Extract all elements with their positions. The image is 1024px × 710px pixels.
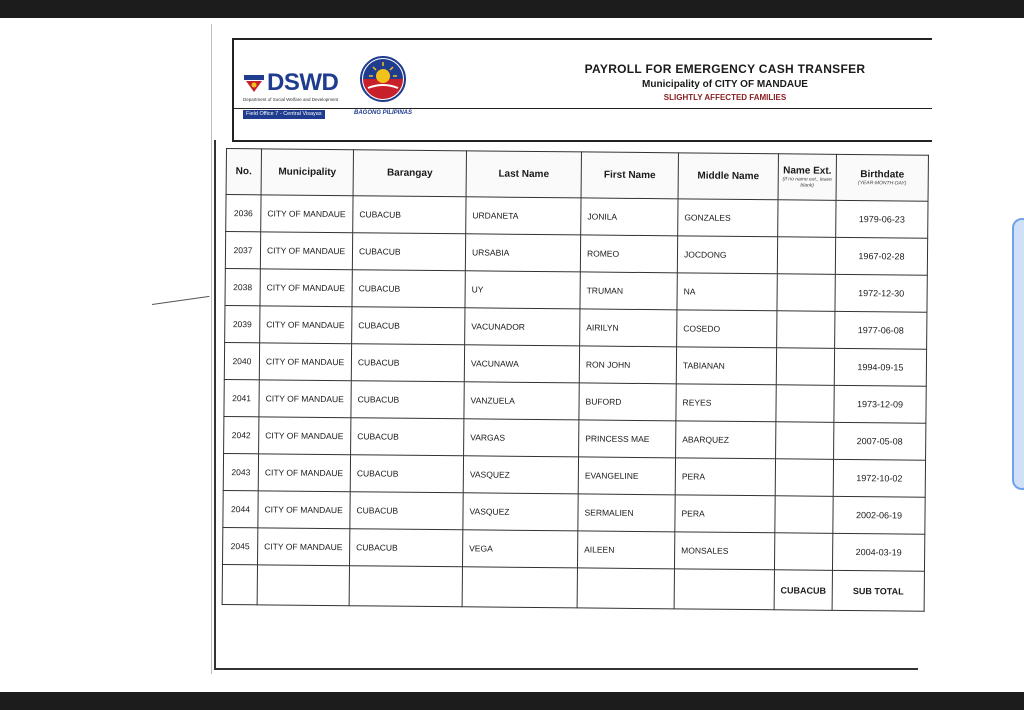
empty-cell bbox=[462, 567, 577, 608]
cell-first-name: PRINCESS MAE bbox=[579, 420, 676, 458]
cell-middle-name: COSEDO bbox=[677, 310, 777, 348]
cell-first-name: RON JOHN bbox=[579, 346, 676, 384]
cell-no: 2042 bbox=[224, 416, 259, 453]
cell-no: 2044 bbox=[223, 490, 258, 527]
cell-name-ext bbox=[776, 422, 834, 460]
cell-barangay: CUBACUB bbox=[350, 455, 463, 493]
cell-birthdate: 1979-06-23 bbox=[836, 200, 928, 238]
cell-no: 2037 bbox=[225, 232, 260, 269]
category-label: SLIGHTLY AFFECTED FAMILIES bbox=[663, 93, 787, 102]
subtotal-row bbox=[222, 564, 924, 611]
col-header-no: No. bbox=[226, 149, 261, 195]
viewer-top-bar bbox=[0, 0, 1024, 18]
cell-birthdate: 2004-03-19 bbox=[832, 533, 924, 571]
cell-municipality: CITY OF MANDAUE bbox=[260, 232, 352, 270]
field-office: Field Office 7 - Central Visayas bbox=[243, 110, 325, 119]
name-ext-label: Name Ext. bbox=[783, 165, 832, 177]
birthdate-note: (YEAR-MONTH-DAY) bbox=[857, 180, 907, 187]
empty-cell bbox=[222, 564, 257, 604]
bagong-pilipinas-seal bbox=[352, 54, 414, 116]
cell-last-name: UY bbox=[465, 271, 580, 309]
pen-mark bbox=[152, 296, 210, 305]
cell-first-name: TRUMAN bbox=[580, 272, 677, 310]
cell-middle-name: PERA bbox=[675, 458, 775, 496]
cell-name-ext bbox=[775, 496, 833, 534]
cell-last-name: VASQUEZ bbox=[463, 493, 578, 531]
table-header-row bbox=[226, 149, 928, 202]
viewer-side-tab[interactable] bbox=[1012, 218, 1024, 490]
cell-last-name: URDANETA bbox=[466, 197, 581, 235]
col-header-birthdate bbox=[836, 154, 928, 201]
cell-first-name: AIRILYN bbox=[580, 309, 677, 347]
payroll-title-block bbox=[560, 62, 890, 102]
cell-municipality: CITY OF MANDAUE bbox=[260, 306, 352, 344]
cell-barangay: CUBACUB bbox=[351, 418, 464, 456]
col-header-middle-name: Middle Name bbox=[678, 153, 778, 200]
col-header-name-ext bbox=[778, 154, 836, 201]
cell-birthdate: 2002-06-19 bbox=[833, 496, 925, 534]
cell-barangay: CUBACUB bbox=[352, 307, 465, 345]
cell-middle-name: REYES bbox=[676, 384, 776, 422]
cell-birthdate: 1967-02-28 bbox=[835, 237, 927, 275]
cell-no: 2041 bbox=[224, 379, 259, 416]
cell-first-name: SERMALIEN bbox=[578, 494, 675, 532]
cell-name-ext bbox=[775, 459, 833, 497]
agency-full-name: Department of Social Welfare and Development bbox=[243, 97, 339, 102]
cell-last-name: VACUNADOR bbox=[465, 308, 580, 346]
cell-municipality: CITY OF MANDAUE bbox=[258, 491, 350, 529]
cell-name-ext bbox=[776, 385, 834, 423]
seal-caption: BAGONG PILIPINAS bbox=[353, 110, 412, 116]
subtotal-label: SUB TOTAL bbox=[832, 570, 924, 611]
cell-municipality: CITY OF MANDAUE bbox=[259, 343, 351, 381]
cell-barangay: CUBACUB bbox=[351, 344, 464, 382]
cell-last-name: VACUNAWA bbox=[464, 345, 579, 383]
cell-barangay: CUBACUB bbox=[352, 233, 465, 271]
cell-birthdate: 2007-05-08 bbox=[834, 422, 926, 460]
cell-barangay: CUBACUB bbox=[349, 529, 462, 567]
cell-birthdate: 1973-12-09 bbox=[834, 385, 926, 423]
viewer-bottom-bar bbox=[0, 692, 1024, 710]
cell-first-name: JONILA bbox=[581, 198, 678, 236]
page-title: PAYROLL FOR EMERGENCY CASH TRANSFER bbox=[584, 62, 866, 76]
cell-name-ext bbox=[774, 533, 832, 571]
cell-last-name: VARGAS bbox=[464, 419, 579, 457]
col-header-last-name: Last Name bbox=[466, 151, 581, 198]
col-header-first-name: First Name bbox=[581, 152, 678, 199]
municipality-line: Municipality of CITY OF MANDAUE bbox=[642, 79, 808, 90]
cell-municipality: CITY OF MANDAUE bbox=[258, 528, 350, 566]
cell-no: 2045 bbox=[223, 527, 258, 564]
cell-first-name: EVANGELINE bbox=[578, 457, 675, 495]
name-ext-note: (If no name ext., leave blank) bbox=[782, 176, 832, 189]
cell-no: 2040 bbox=[224, 342, 259, 379]
cell-middle-name: GONZALES bbox=[678, 199, 778, 237]
empty-cell bbox=[577, 568, 674, 609]
cell-middle-name: JOCDONG bbox=[677, 236, 777, 274]
cell-barangay: CUBACUB bbox=[353, 196, 466, 234]
cell-name-ext bbox=[777, 311, 835, 349]
cell-last-name: VEGA bbox=[462, 530, 577, 568]
cell-name-ext bbox=[777, 237, 835, 275]
cell-first-name: ROMEO bbox=[580, 235, 677, 273]
cell-municipality: CITY OF MANDAUE bbox=[260, 269, 352, 307]
page-border-left bbox=[214, 140, 216, 670]
cell-middle-name: NA bbox=[677, 273, 777, 311]
cell-municipality: CITY OF MANDAUE bbox=[258, 454, 350, 492]
cell-middle-name: ABARQUEZ bbox=[676, 421, 776, 459]
cell-first-name: AILEEN bbox=[577, 531, 674, 569]
cell-name-ext bbox=[777, 274, 835, 312]
page-border-bottom bbox=[214, 668, 918, 670]
cell-middle-name: MONSALES bbox=[674, 532, 774, 570]
payroll-table bbox=[222, 148, 929, 612]
cell-no: 2039 bbox=[225, 305, 260, 342]
empty-cell bbox=[257, 565, 349, 606]
cell-no: 2043 bbox=[223, 453, 258, 490]
agency-acronym: DSWD bbox=[267, 69, 339, 96]
payroll-table-container bbox=[222, 148, 928, 605]
empty-cell bbox=[349, 566, 462, 607]
subtotal-barangay: CUBACUB bbox=[774, 570, 832, 611]
cell-municipality: CITY OF MANDAUE bbox=[259, 417, 351, 455]
cell-first-name: BUFORD bbox=[579, 383, 676, 421]
empty-cell bbox=[674, 569, 774, 610]
cell-municipality: CITY OF MANDAUE bbox=[261, 195, 353, 233]
cell-last-name: VANZUELA bbox=[464, 382, 579, 420]
cell-last-name: URSABIA bbox=[465, 234, 580, 272]
dswd-logo bbox=[243, 69, 343, 117]
bagong-pilipinas-icon bbox=[356, 54, 410, 104]
cell-last-name: VASQUEZ bbox=[463, 456, 578, 494]
cell-name-ext bbox=[776, 348, 834, 386]
col-header-barangay: Barangay bbox=[353, 150, 466, 197]
col-header-municipality: Municipality bbox=[261, 149, 353, 196]
cell-municipality: CITY OF MANDAUE bbox=[259, 380, 351, 418]
cell-birthdate: 1972-10-02 bbox=[833, 459, 925, 497]
cell-barangay: CUBACUB bbox=[351, 381, 464, 419]
cell-middle-name: TABIANAN bbox=[676, 347, 776, 385]
dswd-emblem-icon bbox=[243, 73, 265, 93]
cell-no: 2038 bbox=[225, 268, 260, 305]
birthdate-label: Birthdate bbox=[860, 169, 905, 181]
cell-barangay: CUBACUB bbox=[350, 492, 463, 530]
cell-middle-name: PERA bbox=[675, 495, 775, 533]
cell-barangay: CUBACUB bbox=[352, 270, 465, 308]
page-edge bbox=[211, 24, 212, 674]
cell-birthdate: 1994-09-15 bbox=[834, 348, 926, 386]
cell-no: 2036 bbox=[226, 195, 261, 232]
cell-birthdate: 1977-06-08 bbox=[835, 311, 927, 349]
cell-name-ext bbox=[778, 200, 836, 238]
cell-birthdate: 1972-12-30 bbox=[835, 274, 927, 312]
